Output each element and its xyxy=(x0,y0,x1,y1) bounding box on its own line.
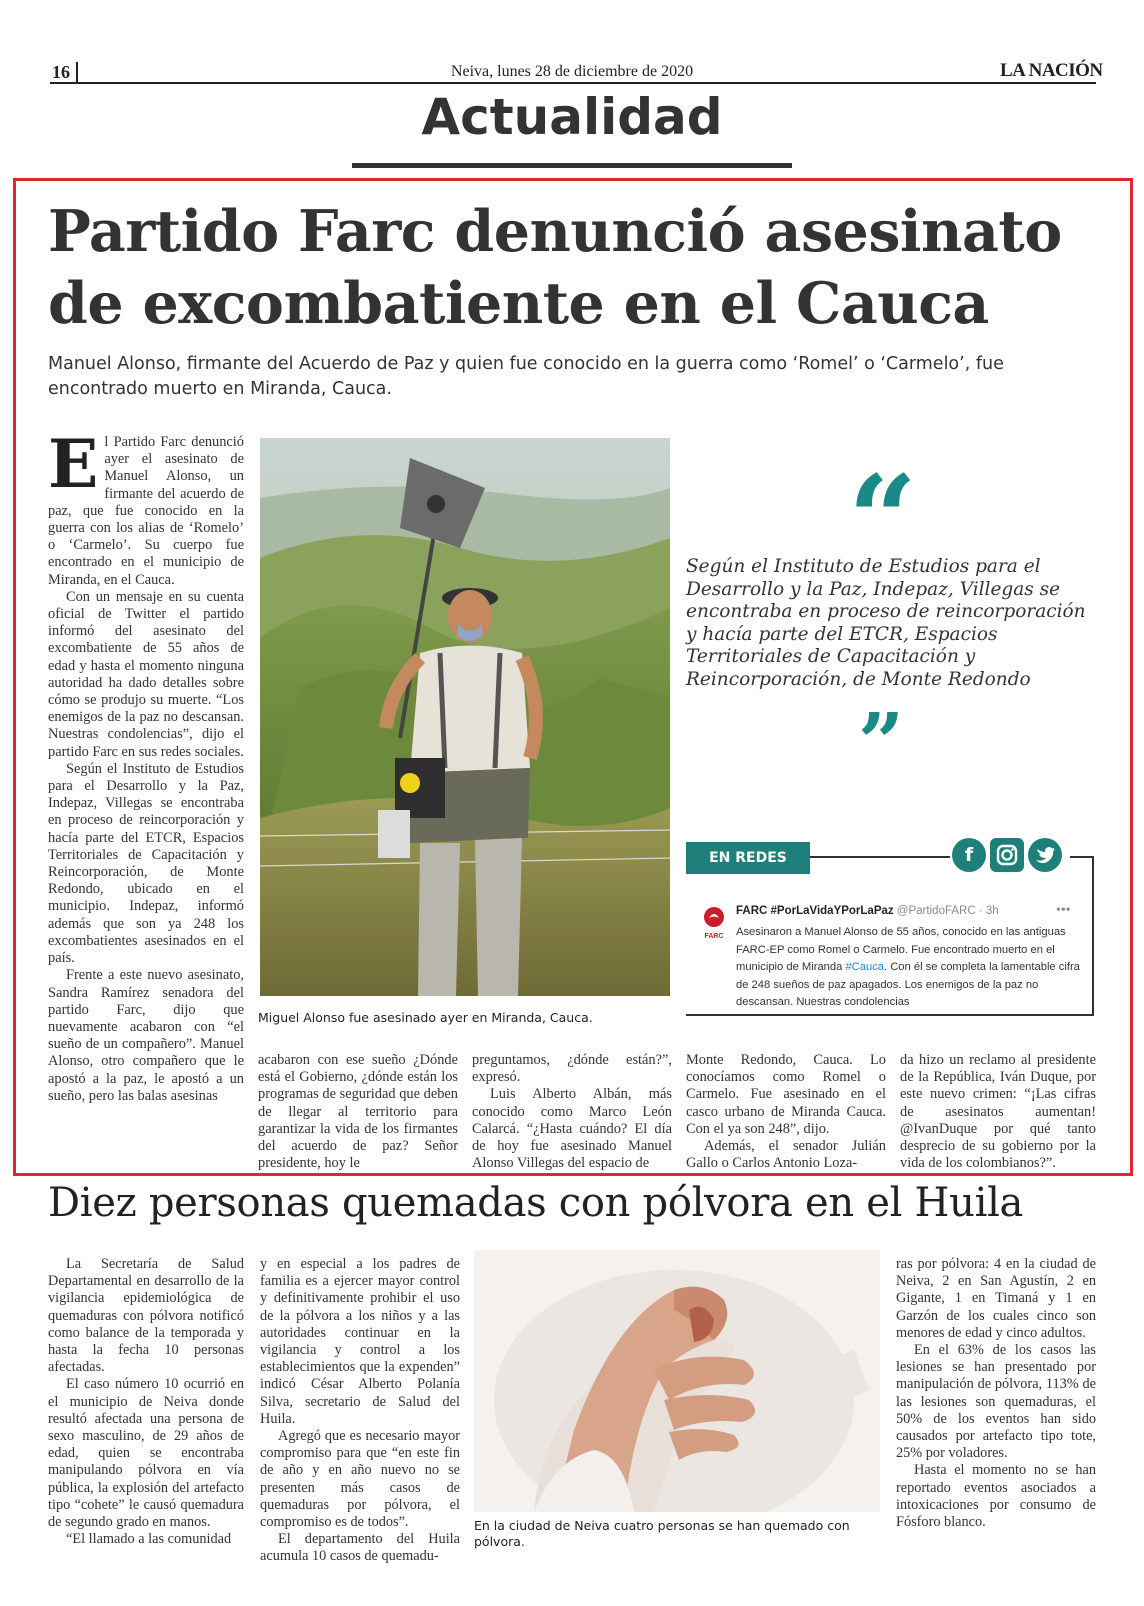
article2-photo xyxy=(474,1250,880,1512)
article2-column-3 xyxy=(896,1256,1096,1531)
dateline: Neiva, lunes 28 de diciembre de 2020 xyxy=(450,63,694,80)
article2-photo-caption: En la ciudad de Neiva cuatro personas se han quemado con pólvora. xyxy=(474,1518,850,1549)
tweet-text-part: . Con él se completa la lamentable cifra de 248 sueños de paz apagados. Los enemigos de la paz no descansan. Nuestras condolencias xyxy=(736,961,1080,1008)
article-column-4 xyxy=(686,1052,886,1172)
article-column-1 xyxy=(48,425,244,1105)
article-headline xyxy=(48,196,1108,340)
photo-caption: Miguel Alonso fue asesinado ayer en Miranda, Cauca. xyxy=(258,1010,593,1025)
paragraph: En el 63% de los casos las lesiones se han presentado por manipulación de pólvora, 113% de las lesiones son quemaduras, el 50% de los eventos han sido causados por artefacto tipo tote, 25% por voladores. xyxy=(896,1342,1096,1462)
paragraph: da hizo un reclamo al presidente de la República, Iván Duque, por este nuevo crimen: “¡Las cifras de asesinatos aumentan! @IvanDuque por qué tanto desprecio de su gobierno por la vida de los colombianos?”. xyxy=(900,1052,1096,1172)
section-rule xyxy=(352,163,792,168)
header-rule xyxy=(50,82,1096,84)
paragraph: “El llamado a las comunidad xyxy=(66,1531,232,1548)
article-photo xyxy=(260,438,670,996)
instagram-icon xyxy=(990,838,1024,872)
paragraph: acabaron con ese sueño ¿Dónde está el Gobierno, ¿dónde están los programas de seguridad que deben de llegar al territorio para garantizar la vida de los firmantes del acuerdo de paz? Señor presidente, hoy le xyxy=(258,1052,458,1172)
twitter-icon xyxy=(1028,838,1062,872)
tweet-author xyxy=(736,905,999,917)
paragraph: Frente a este nuevo asesinato, Sandra Ramírez senadora del partido Farc, dijo que nuevamente acabaron con “el sueño de un compañero”. Manuel Alonso, otro compañero que le apostó a la paz, le apostó a un sueño, pero las balas asesinas xyxy=(48,967,244,1104)
social-box-rule xyxy=(810,856,950,858)
article2-column-2 xyxy=(260,1256,460,1566)
article-deck: Manuel Alonso, firmante del Acuerdo de Paz y quien fue conocido en la guerra como ‘Romel’ o ‘Carmelo’, fue encontrado muerto en Miranda, Cauca. xyxy=(48,354,1004,399)
tweet-hashtag: #Cauca xyxy=(845,961,885,973)
social-box-rule xyxy=(1070,856,1094,858)
headline-line-2: de excombatiente en el Cauca xyxy=(48,270,989,337)
paragraph: La Secretaría de Salud Departamental en desarrollo de la vigilancia epidemiológica de quemaduras con pólvora notificó como balance de la temporada y hasta la fecha 10 personas afectadas. xyxy=(48,1256,244,1376)
tweet-text-part: Asesinaron a Manuel Alonso de 55 años, conocido en las antiguas FARC-EP como Romel o Carmelo. Fue encontrado muerto en el municipio de Miranda xyxy=(736,926,1066,973)
more-options-icon: ••• xyxy=(1056,903,1071,918)
paragraph: ras por pólvora: 4 en la ciudad de Neiva, 2 en San Agustín, 2 en Gigante, 1 en Timaná y 1 en Garzón de los cuales cinco son menores de edad y cinco adultos. xyxy=(896,1256,1096,1341)
paragraph: Monte Redondo, Cauca. Lo conocíamos como Romel o Carmelo. Fue asesinado en el casco urbano de Miranda Cauca. Con el ya son 248”, dijo. xyxy=(686,1052,886,1137)
pull-quote: Según el Instituto de Estudios para el Desarrollo y la Paz, Indepaz, Villegas se encontraba en proceso de reincorporación y hacía parte del ETCR, Espacios Territoriales de Capacitación y Reincorporación, de Monte Redondo xyxy=(686,556,1086,690)
section-title: Actualidad xyxy=(421,88,723,146)
headline-line-1: Partido Farc denunció asesinato xyxy=(48,198,1062,265)
paragraph: Hasta el momento no se han reportado eventos asociados a intoxicaciones por consumo de Fósforo blanco. xyxy=(896,1462,1096,1531)
farc-logo xyxy=(702,906,726,942)
open-quote-icon: “ xyxy=(848,449,918,590)
page-number: 16 xyxy=(52,62,70,82)
social-box-label: EN REDES xyxy=(686,842,810,874)
facebook-icon: f xyxy=(952,838,986,872)
drop-cap: E xyxy=(48,425,99,503)
article-column-2 xyxy=(258,1052,458,1172)
tweet-author-name: FARC #PorLaVidaYPorLaPaz xyxy=(736,905,894,917)
close-quote-icon: ” xyxy=(858,695,905,789)
paragraph: Según el Instituto de Estudios para el Desarrollo y la Paz, Indepaz, Villegas se encontraba en proceso de reincorporación y hacía parte del ETCR, Espacios Territoriales de Capacitación y Reincorporación, de Monte Redondo, ubicado en el municipio. Indepaz, informó además que son ya 248 los excombatientes asesinados en el país. xyxy=(48,760,244,967)
paragraph: preguntamos, ¿dónde están?”, expresó. xyxy=(472,1052,672,1086)
paragraph: Además, el senador Julián Gallo o Carlos Antonio Loza- xyxy=(686,1138,886,1172)
tweet-handle: @PartidoFARC · 3h xyxy=(896,905,999,917)
paragraph: Luis Alberto Albán, más conocido como Marco León Calarcá. “¿Hasta cuándo? El día de hoy fue asesinado Manuel Alonso Villegas del espacio de xyxy=(472,1086,672,1172)
article2-column-1 xyxy=(48,1256,244,1548)
tweet-text xyxy=(736,924,1080,1012)
farc-logo-text: FARC xyxy=(704,933,724,940)
article-column-5 xyxy=(900,1052,1096,1172)
newspaper-logo: LA NACIÓN xyxy=(1000,60,1103,81)
paragraph: y en especial a los padres de familia es a ejercer mayor control y definitivamente prohibir el uso de la pólvora a los niños y a las autoridades continuar en la vigilancia y control a los establecimientos que la expenden” indicó César Alberto Polanía Silva, secretario de Salud del Huila. xyxy=(260,1256,460,1427)
paragraph: Agregó que es necesario mayor compromiso para que “en este fin de año y en año nuevo no se presenten más casos de quemaduras por pólvora, el compromiso es de todos”. xyxy=(260,1428,460,1531)
article2-headline: Diez personas quemadas con pólvora en el Huila xyxy=(48,1180,1024,1226)
paragraph: El caso número 10 ocurrió en el municipio de Neiva donde resultó afectada una persona de sexo masculino, de 29 años de edad, quien se encontraba manipulando pólvora en vía pública, la explosión del artefacto tipo “cohete” le causó quemadura de segundo grado en manos. xyxy=(48,1376,244,1531)
paragraph: l Partido Farc denunció ayer el asesinato de Manuel Alonso, un firmante del acuerdo de paz, que fue conocido en la guerra con los alias de ‘Romelo’ o ‘Carmelo’. Su cuerpo fue encontrado en el municipio de Miranda, en el Cauca. xyxy=(48,434,244,588)
article-column-3 xyxy=(472,1052,672,1172)
paragraph: Con un mensaje en su cuenta oficial de Twitter el partido informó del asesinato del excombatiente de 55 años de edad y hasta el momento ninguna autoridad ha dado detalles sobre cómo se produjo su muerte. “Los enemigos de la paz no descansan. Nuestras condolencias”, dijo el partido Farc en sus redes sociales. xyxy=(48,588,244,760)
paragraph: El departamento del Huila acumula 10 casos de quemadu- xyxy=(260,1531,460,1565)
